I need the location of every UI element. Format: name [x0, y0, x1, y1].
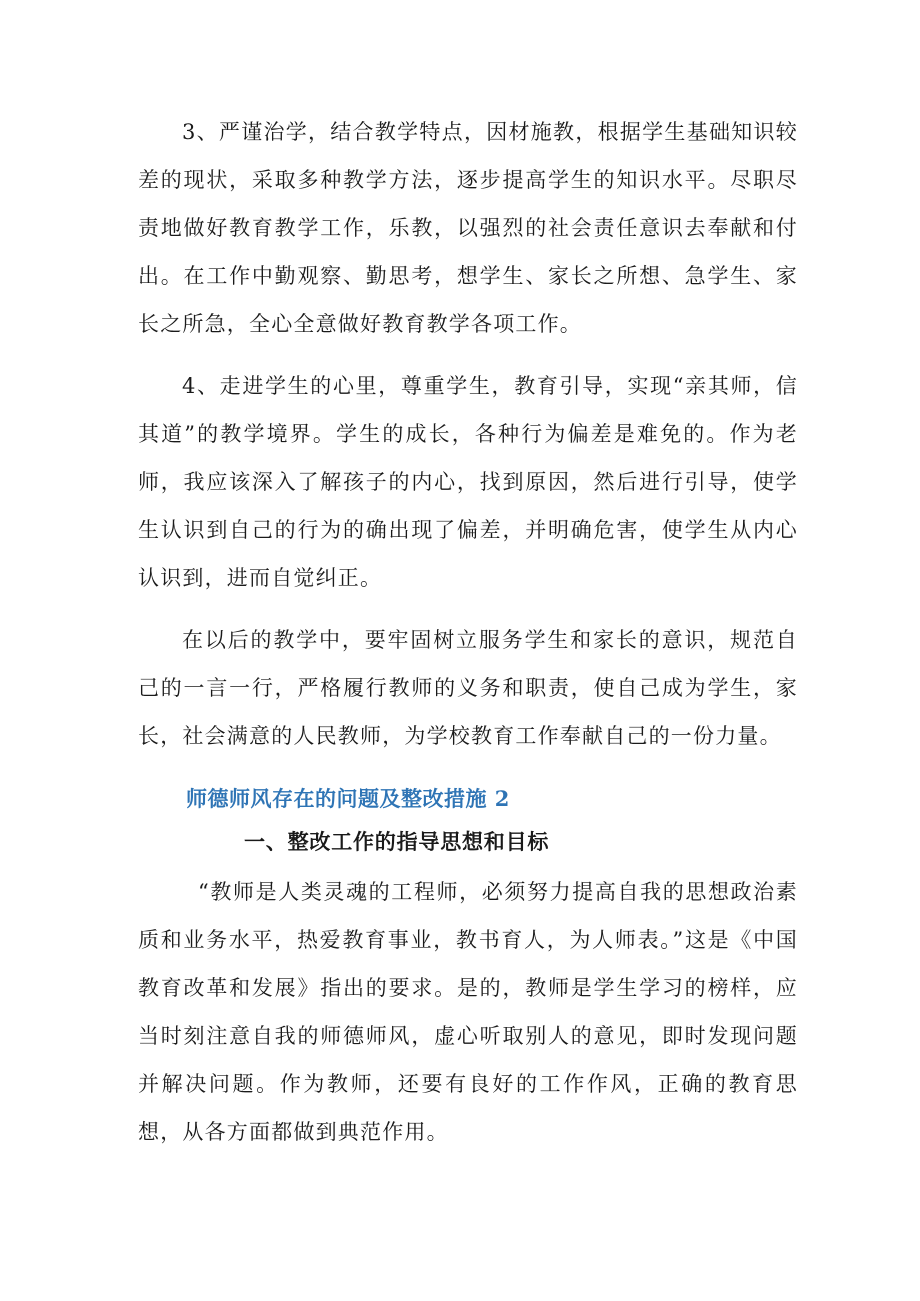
paragraph-guiding-thought: “教师是人类灵魂的工程师，必须努力提高自我的思想政治素质和业务水平，热爱教育事业，教书育人，为人师表。”这是《中国教育改革和发展》指出的要求。是的，教师是学生学习的榜样，应当时刻注意自我的师德师风，虚心听取别人的意见，即时发现问题并解决问题。作为教师，还要有良好的工作作风，正确的教育思想，从各方面都做到典范作用。 [138, 880, 798, 1144]
paragraph-conclusion: 在以后的教学中，要牢固树立服务学生和家长的意识，规范自己的一言一行，严格履行教师的义务和职责，使自己成为学生，家长，社会满意的人民教师，为学校教育工作奉献自己的一份力量。 [138, 628, 798, 748]
section-title: 师德师风存在的问题及整改措施 2 [186, 786, 510, 811]
paragraph-item-3: 3、严谨治学，结合教学特点，因材施教，根据学生基础知识较差的现状，采取多种教学方法，逐步提高学生的知识水平。尽职尽责地做好教育教学工作，乐教，以强烈的社会责任意识去奉献和付出。在工作中勤观察、勤思考，想学生、家长之所想、急学生、家长之所急，全心全意做好教育教学各项工作。 [138, 120, 798, 336]
sub-heading: 一、整改工作的指导思想和目标 [244, 829, 550, 854]
paragraph-item-4: 4、走进学生的心里，尊重学生，教育引导，实现“亲其师，信其道”的教学境界。学生的成长，各种行为偏差是难免的。作为老师，我应该深入了解孩子的内心，找到原因，然后进行引导，使学生认识到自己的行为的确出现了偏差，并明确危害，使学生从内心认识到，进而自觉纠正。 [138, 374, 798, 590]
